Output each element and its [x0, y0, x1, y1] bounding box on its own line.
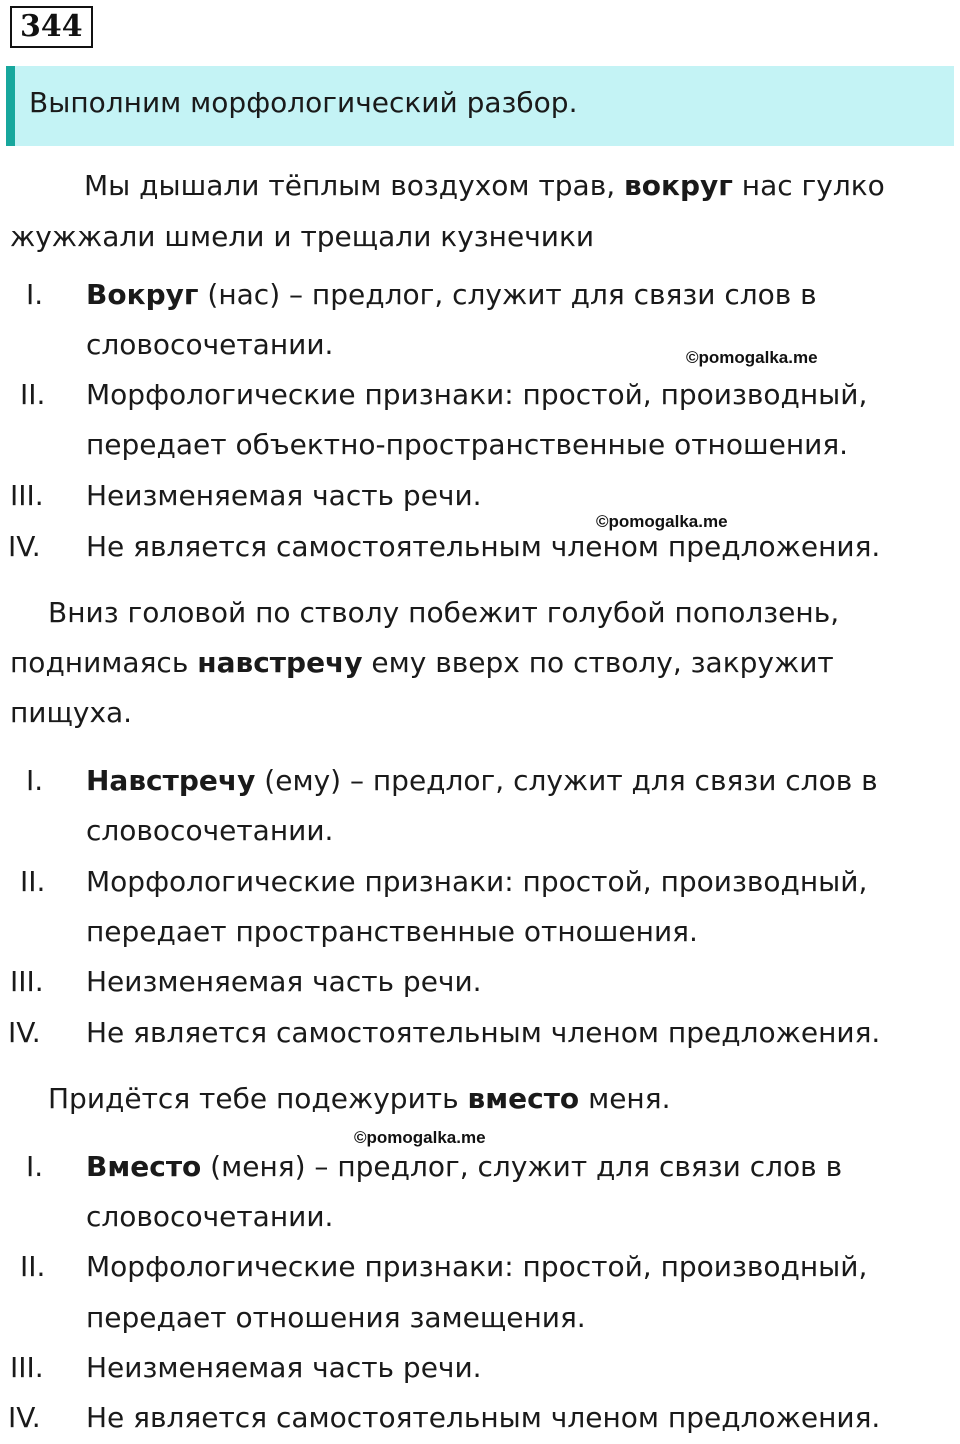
item-2-3-line-1: Неизменяемая часть речи.	[86, 965, 482, 998]
item-3-1-line-2: словосочетании.	[86, 1200, 334, 1233]
item-1-4-line-1: Не является самостоятельным членом предложения.	[86, 530, 881, 563]
item-numeral: I.	[26, 278, 44, 311]
item-2-2-line-1: Морфологические признаки: простой, производный,	[86, 865, 868, 898]
item-1-3-line-1: Неизменяемая часть речи.	[86, 479, 482, 512]
item-2-1-line-1: Навстречу (ему) – предлог, служит для связи слов в	[86, 764, 878, 797]
item-numeral: III.	[10, 479, 44, 512]
item-1-1-line-2: словосочетании.	[86, 328, 334, 361]
watermark: ©pomogalka.me	[354, 1128, 486, 1147]
watermark: ©pomogalka.me	[686, 348, 818, 367]
watermark: ©pomogalka.me	[596, 512, 728, 531]
sentence-1-line-1: Мы дышали тёплым воздухом трав, вокруг нас гулко	[84, 169, 885, 202]
sentence-2-line-1: Вниз головой по стволу побежит голубой поползень,	[48, 596, 840, 629]
item-numeral: III.	[10, 965, 44, 998]
keyword-vmesto: вместо	[467, 1082, 580, 1115]
sentence-2-line-2: поднимаясь навстречу ему вверх по стволу, закружит	[10, 646, 834, 679]
keyword-vokrug: вокруг	[624, 169, 733, 202]
item-numeral: III.	[10, 1351, 44, 1384]
heading-text: Выполним морфологический разбор.	[29, 86, 578, 119]
sentence-2-line-3: пищуха.	[10, 696, 133, 729]
item-3-3-line-1: Неизменяемая часть речи.	[86, 1351, 482, 1384]
item-1-2-line-1: Морфологические признаки: простой, производный,	[86, 378, 868, 411]
item-2-2-line-2: передает пространственные отношения.	[86, 915, 698, 948]
item-3-2-line-2: передает отношения замещения.	[86, 1301, 586, 1334]
item-numeral: IV.	[8, 530, 41, 563]
item-numeral: II.	[20, 378, 46, 411]
task-number: 344	[10, 6, 93, 48]
item-2-4-line-1: Не является самостоятельным членом предложения.	[86, 1016, 881, 1049]
item-3-4-line-1: Не является самостоятельным членом предложения.	[86, 1401, 881, 1434]
item-3-1-line-1: Вместо (меня) – предлог, служит для связи слов в	[86, 1150, 843, 1183]
item-numeral: II.	[20, 1250, 46, 1283]
item-2-1-line-2: словосочетании.	[86, 814, 334, 847]
item-1-2-line-2: передает объектно-пространственные отношения.	[86, 428, 849, 461]
item-1-1-line-1: Вокруг (нас) – предлог, служит для связи слов в	[86, 278, 817, 311]
item-numeral: I.	[26, 764, 44, 797]
item-numeral: IV.	[8, 1016, 41, 1049]
sentence-3-line-1: Придётся тебе подежурить вместо меня.	[48, 1082, 671, 1115]
keyword-navstrechu: навстречу	[197, 646, 363, 679]
item-numeral: IV.	[8, 1401, 41, 1434]
item-numeral: I.	[26, 1150, 44, 1183]
heading-bar	[6, 66, 954, 146]
item-numeral: II.	[20, 865, 46, 898]
item-3-2-line-1: Морфологические признаки: простой, производный,	[86, 1250, 868, 1283]
sentence-1-line-2: жужжали шмели и трещали кузнечики	[10, 220, 595, 253]
